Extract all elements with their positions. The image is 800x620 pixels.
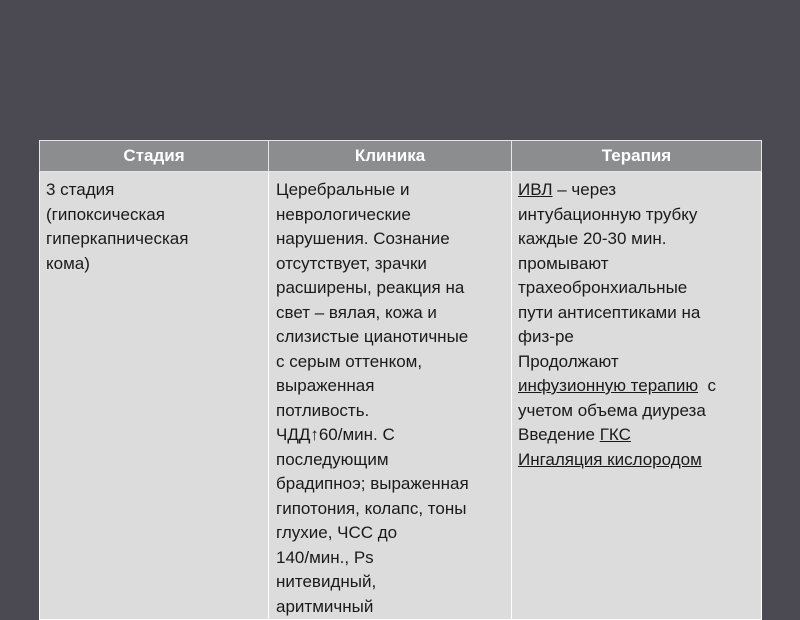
therapy-line: промывают — [518, 253, 609, 273]
clinic-line: нитевидный, — [276, 572, 377, 591]
therapy-line: учетом объема диуреза — [518, 400, 706, 420]
clinic-line: гипотония, колапс, тоны — [276, 498, 467, 518]
header-row — [40, 141, 762, 172]
therapy-line: Продолжают — [518, 351, 619, 371]
clinic-line: Церебральные и — [276, 180, 410, 199]
therapy-text: – через — [552, 180, 617, 199]
clinic-line: последующим — [276, 449, 389, 469]
stage-line: гиперкапническая — [46, 229, 189, 248]
therapy-line: трахеобронхиальные — [518, 278, 688, 297]
clinic-line: 140/мин., Ps — [276, 547, 374, 567]
therapy-line: физ-ре — [518, 327, 574, 346]
therapy-line: пути антисептиками на — [518, 302, 701, 322]
header-stage: Стадия — [40, 141, 269, 172]
clinic-line: ЧДД↑60/мин. С — [276, 425, 395, 444]
clinic-line: с серым оттенком, — [276, 351, 423, 371]
clinic-line: аритмичный — [276, 596, 374, 616]
therapy-table — [39, 140, 762, 620]
stage-cell — [40, 172, 269, 620]
therapy-line — [518, 178, 755, 203]
header-clinic: Клиника — [269, 141, 512, 172]
ivl-term: ИВЛ — [518, 180, 553, 199]
clinic-line: слизистые цианотичные — [276, 327, 469, 346]
header-therapy: Терапия — [512, 141, 762, 172]
therapy-line: интубационную трубку — [518, 204, 698, 224]
clinic-line: выраженная — [276, 376, 375, 395]
clinic-cell — [269, 172, 512, 620]
clinic-line: расширены, реакция на — [276, 278, 465, 297]
clinic-line: неврологические — [276, 204, 411, 224]
stage-line: кома) — [46, 253, 90, 273]
gks-term: ГКС — [599, 425, 631, 444]
clinic-line: отсутствует, зрачки — [276, 253, 427, 273]
stage-line: (гипоксическая — [46, 204, 165, 224]
therapy-text: Введение — [518, 425, 600, 444]
therapy-line — [518, 448, 755, 473]
clinic-line: свет – вялая, кожа и — [276, 302, 437, 322]
infusion-term: инфузионную терапию — [518, 376, 699, 395]
therapy-line — [518, 374, 755, 399]
therapy-text: с — [698, 376, 717, 395]
stage-line: 3 стадия — [46, 180, 115, 199]
table-row — [40, 172, 762, 620]
clinic-line: брадипноэ; выраженная — [276, 474, 469, 493]
therapy-line — [518, 423, 755, 448]
therapy-line: каждые 20-30 мин. — [518, 229, 667, 248]
clinic-line: глухие, ЧСС до — [276, 523, 398, 542]
oxygen-term: Ингаляция кислородом — [518, 449, 702, 469]
clinic-line: нарушения. Сознание — [276, 229, 450, 248]
clinic-line: потливость. — [276, 400, 370, 420]
therapy-cell — [512, 172, 762, 620]
